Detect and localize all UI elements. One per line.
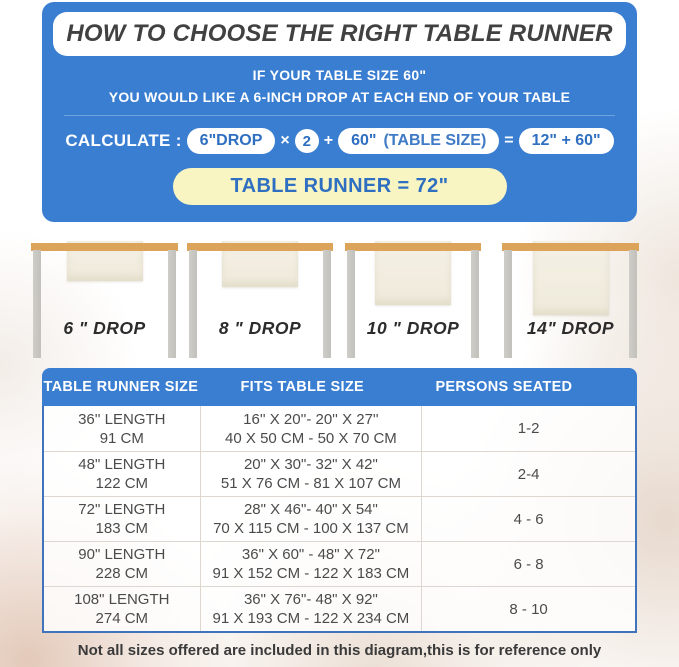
fits-size-inches: 20" X 30"- 32" X 42" [243, 456, 378, 473]
runner-size-inches: 36'' LENGTH [78, 410, 166, 428]
table-figure-10-drop [345, 222, 481, 362]
plus-sign: + [323, 132, 334, 149]
fits-size-cell [201, 587, 423, 631]
formula-row [42, 128, 637, 154]
tabletop-illustration [345, 243, 481, 251]
table-body [42, 406, 637, 633]
header-panel [42, 2, 637, 222]
persons-seated-cell: 4 - 6 [513, 510, 544, 528]
page-title: HOW TO CHOOSE THE RIGHT TABLE RUNNER [66, 20, 613, 47]
table-row [44, 586, 635, 631]
fits-size-inches: 36" X 76"- 48" X 92" [243, 591, 378, 608]
intro-line-1: IF YOUR TABLE SIZE 60" [252, 67, 427, 83]
fits-size-cm: 91 X 193 CM - 122 X 234 CM [212, 610, 410, 627]
persons-seated-cell: 6 - 8 [513, 555, 544, 573]
calculate-label: CALCULATE : [65, 131, 182, 150]
drop-label: 14" DROP [526, 318, 615, 338]
table-row [44, 451, 635, 496]
multiply-sign: × [280, 132, 290, 149]
fits-size-cm: 51 X 76 CM - 81 X 107 CM [220, 475, 401, 492]
fits-size-cell [201, 542, 423, 586]
runner-size-cell [44, 542, 201, 586]
fits-size-cell [201, 406, 423, 451]
table-row [44, 541, 635, 586]
size-chart-table [42, 368, 637, 633]
fits-size-inches: 36" X 60" - 48" X 72" [241, 546, 380, 563]
fits-size-cm: 40 X 50 CM - 50 X 70 CM [225, 429, 397, 447]
tabletop-illustration [31, 243, 178, 251]
intro-line-2: YOU WOULD LIKE A 6-INCH DROP AT EACH END OF YOUR TABLE [108, 89, 571, 105]
tabletop-illustration [502, 243, 639, 251]
table-leg-right [471, 250, 479, 358]
column-header-fits-table-size: FITS TABLE SIZE [240, 379, 364, 395]
column-header-runner-size: TABLE RUNNER SIZE [43, 379, 199, 395]
fits-size-cm: 70 X 115 CM - 100 X 137 CM [213, 520, 409, 537]
runner-size-cm: 91 CM [99, 429, 144, 447]
table-leg-left [33, 250, 41, 358]
panel-divider [64, 115, 615, 116]
drop-pill: 6"DROP [187, 128, 276, 154]
runner-size-cm: 274 CM [95, 610, 149, 627]
fits-size-cell [201, 497, 423, 541]
runner-size-inches: 48" LENGTH [78, 456, 166, 473]
fits-size-cell [201, 452, 423, 496]
fits-size-cm: 91 X 152 CM - 122 X 183 CM [212, 565, 410, 582]
runner-size-cell [44, 406, 201, 451]
equals-sign: = [504, 132, 514, 149]
runner-size-cm: 122 CM [95, 475, 149, 492]
title-banner [53, 12, 626, 56]
persons-seated-cell: 2-4 [517, 465, 540, 483]
drop-label: 8 " DROP [218, 318, 302, 338]
table-leg-right [629, 250, 637, 358]
table-header-row [42, 368, 637, 406]
sum-pill: 12" + 60" [519, 128, 614, 154]
table-figure-6-drop [31, 222, 178, 362]
drop-label: 10 " DROP [366, 318, 460, 338]
table-figure-14-drop [502, 222, 639, 362]
table-row [44, 496, 635, 541]
table-figure-8-drop [187, 222, 333, 362]
fits-size-inches: 16'' X 20''- 20'' X 27'' [243, 410, 379, 428]
disclaimer-note: Not all sizes offered are included in this diagram,this is for reference only [77, 642, 602, 659]
tabletop-illustration [187, 243, 333, 251]
table-size-note: (TABLE SIZE) [383, 132, 487, 149]
table-leg-left [504, 250, 512, 358]
runner-size-cell [44, 452, 201, 496]
runner-size-inches: 72" LENGTH [78, 501, 166, 518]
table-size-pill [338, 128, 499, 154]
drop-label: 6 " DROP [63, 318, 146, 338]
runner-illustration [533, 241, 609, 315]
table-leg-right [168, 250, 176, 358]
runner-size-inches: 108" LENGTH [74, 591, 170, 608]
runner-size-cm: 228 CM [95, 565, 149, 582]
intro-text [42, 64, 637, 108]
fits-size-inches: 28" X 46"- 40" X 54" [243, 501, 378, 518]
runner-size-cell [44, 497, 201, 541]
runner-size-cm: 183 CM [95, 520, 149, 537]
column-header-persons-seated: PERSONS SEATED [435, 379, 573, 395]
persons-seated-cell: 1-2 [517, 420, 540, 437]
multiplier-badge: 2 [295, 129, 319, 153]
runner-size-cell [44, 587, 201, 631]
table-leg-right [323, 250, 331, 358]
table-size-value: 60" [351, 132, 377, 149]
persons-seated-cell: 8 - 10 [509, 600, 548, 618]
runner-size-inches: 90" LENGTH [78, 546, 166, 563]
table-leg-left [347, 250, 355, 358]
table-leg-left [189, 250, 197, 358]
result-pill: TABLE RUNNER = 72" [172, 168, 506, 205]
table-row [44, 406, 635, 451]
